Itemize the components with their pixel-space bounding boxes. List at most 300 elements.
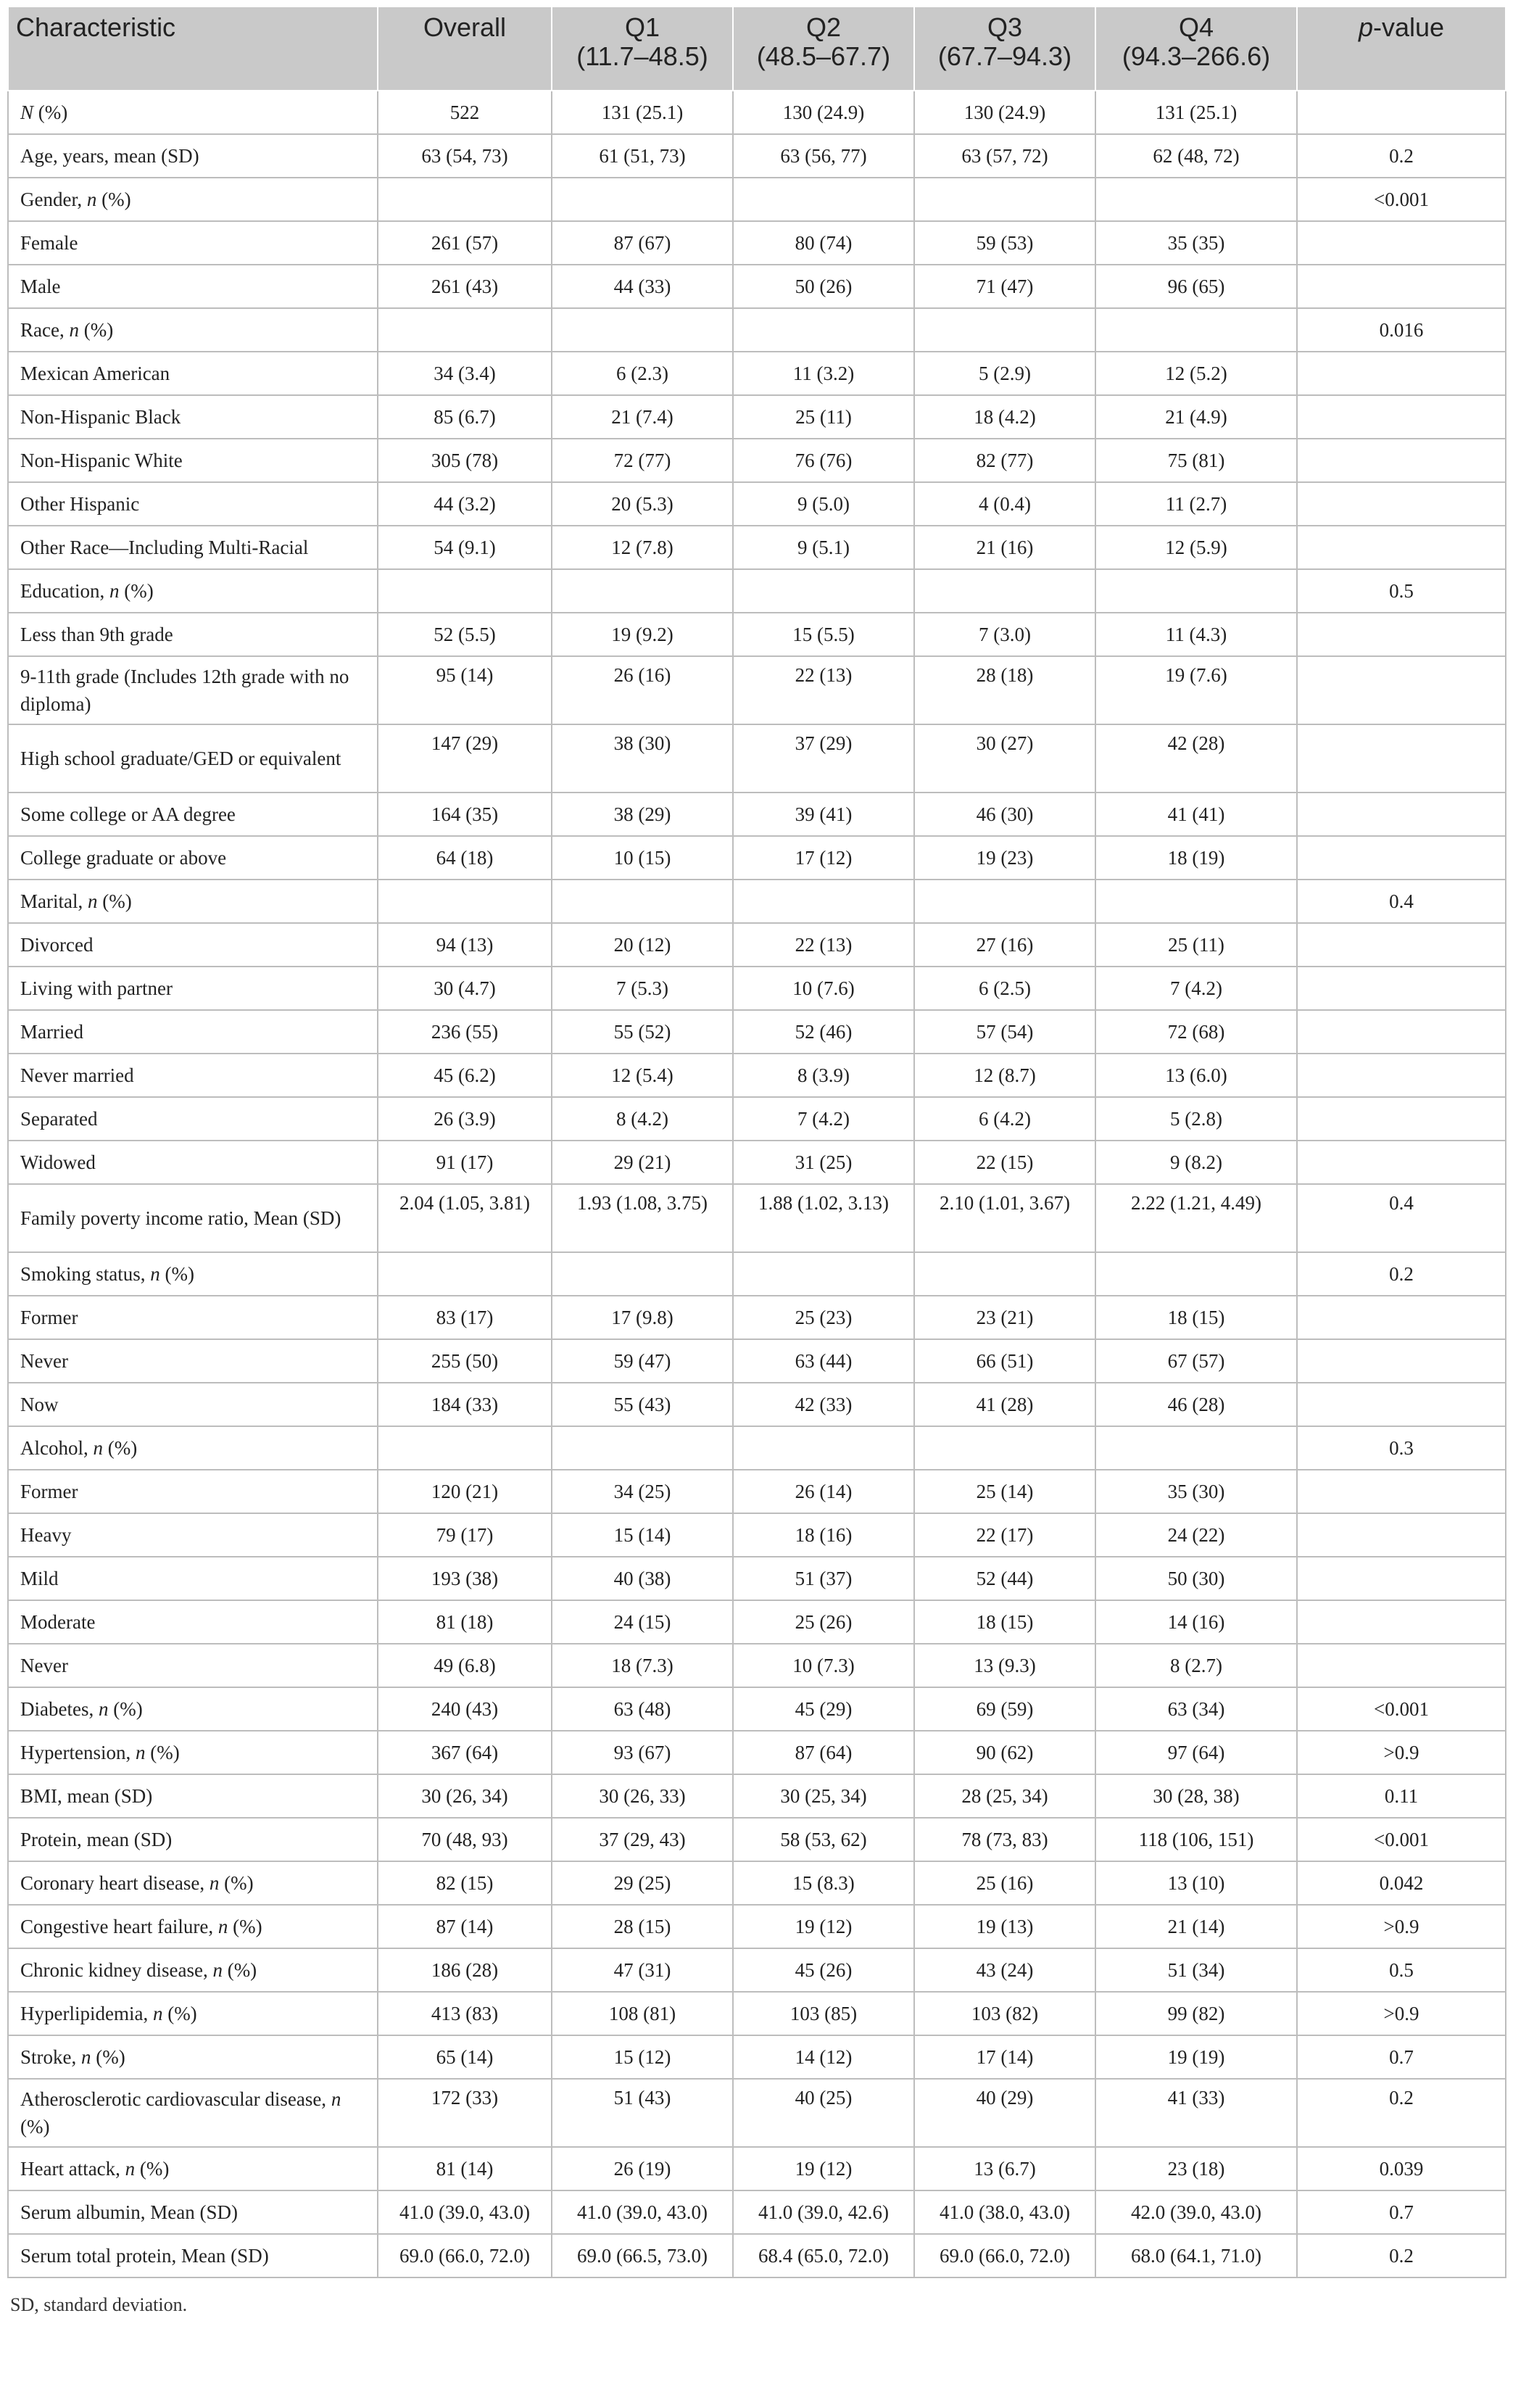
table-row xyxy=(8,2234,1506,2277)
cell-q1: 93 (67) xyxy=(552,1731,733,1774)
row-label xyxy=(8,656,378,724)
cell-q3: 4 (0.4) xyxy=(914,482,1095,526)
cell-q4: 35 (35) xyxy=(1095,221,1297,265)
cell-q3: 12 (8.7) xyxy=(914,1054,1095,1097)
table-row xyxy=(8,724,1506,793)
cell-overall: 367 (64) xyxy=(378,1731,552,1774)
cell-p-value xyxy=(1297,91,1506,134)
table-row xyxy=(8,1010,1506,1054)
cell-q4: 8 (2.7) xyxy=(1095,1644,1297,1687)
cell-overall: 41.0 (39.0, 43.0) xyxy=(378,2190,552,2234)
table-row xyxy=(8,91,1506,134)
cell-q1: 69.0 (66.5, 73.0) xyxy=(552,2234,733,2277)
cell-q2 xyxy=(733,308,914,352)
cell-q4: 18 (19) xyxy=(1095,836,1297,880)
header-q3 xyxy=(914,7,1095,91)
row-label xyxy=(8,1774,378,1818)
cell-q1: 87 (67) xyxy=(552,221,733,265)
cell-q4: 99 (82) xyxy=(1095,1992,1297,2035)
row-label-suffix: (%) xyxy=(96,189,131,210)
cell-q1 xyxy=(552,1252,733,1296)
cell-overall: 85 (6.7) xyxy=(378,395,552,439)
cell-q1: 26 (19) xyxy=(552,2147,733,2190)
cell-q1: 20 (5.3) xyxy=(552,482,733,526)
cell-p-value xyxy=(1297,1339,1506,1383)
cell-q2 xyxy=(733,1252,914,1296)
row-label-text: Widowed xyxy=(20,1151,96,1173)
cell-q1 xyxy=(552,1426,733,1470)
header-q4 xyxy=(1095,7,1297,91)
cell-overall: 70 (48, 93) xyxy=(378,1818,552,1861)
cell-overall: 81 (14) xyxy=(378,2147,552,2190)
row-label-suffix: (%) xyxy=(97,890,132,912)
cell-q2: 68.4 (65.0, 72.0) xyxy=(733,2234,914,2277)
header-q1 xyxy=(552,7,733,91)
cell-q2 xyxy=(733,880,914,923)
cell-q4: 23 (18) xyxy=(1095,2147,1297,2190)
header-p-value xyxy=(1297,7,1506,91)
row-label-text: Hyperlipidemia, xyxy=(20,2003,153,2024)
cell-q2: 14 (12) xyxy=(733,2035,914,2079)
cell-q4: 42.0 (39.0, 43.0) xyxy=(1095,2190,1297,2234)
cell-q4: 13 (6.0) xyxy=(1095,1054,1297,1097)
cell-q2 xyxy=(733,569,914,613)
row-label-text: Female xyxy=(20,232,78,254)
cell-q3 xyxy=(914,178,1095,221)
cell-q4 xyxy=(1095,1252,1297,1296)
cell-q1: 34 (25) xyxy=(552,1470,733,1513)
row-label-text: Education, xyxy=(20,580,109,602)
table-row xyxy=(8,352,1506,395)
row-label xyxy=(8,395,378,439)
cell-q2: 41.0 (39.0, 42.6) xyxy=(733,2190,914,2234)
header-q1-range: (11.7–48.5) xyxy=(576,41,708,71)
row-label-italic: n xyxy=(150,1263,160,1285)
cell-q4: 21 (14) xyxy=(1095,1905,1297,1948)
header-q2 xyxy=(733,7,914,91)
cell-q3: 22 (15) xyxy=(914,1141,1095,1184)
row-label-text: Age, years, mean (SD) xyxy=(20,145,199,167)
row-label-text: Smoking status, xyxy=(20,1263,151,1285)
row-label xyxy=(8,439,378,482)
table-row xyxy=(8,1861,1506,1905)
table-row xyxy=(8,613,1506,656)
cell-q4: 12 (5.9) xyxy=(1095,526,1297,569)
cell-q2: 7 (4.2) xyxy=(733,1097,914,1141)
cell-q2: 25 (26) xyxy=(733,1600,914,1644)
cell-q3 xyxy=(914,880,1095,923)
cell-p-value: 0.039 xyxy=(1297,2147,1506,2190)
cell-q1 xyxy=(552,569,733,613)
row-label xyxy=(8,967,378,1010)
cell-q4 xyxy=(1095,569,1297,613)
cell-q4: 42 (28) xyxy=(1095,724,1297,793)
row-label-text: Married xyxy=(20,1021,83,1043)
table-row xyxy=(8,1992,1506,2035)
cell-q3: 22 (17) xyxy=(914,1513,1095,1557)
cell-overall: 186 (28) xyxy=(378,1948,552,1992)
table-row xyxy=(8,923,1506,967)
cell-q2: 22 (13) xyxy=(733,923,914,967)
cell-overall xyxy=(378,1426,552,1470)
row-label-text: 9-11th grade (Includes 12th grade with no diploma) xyxy=(20,666,349,715)
row-label xyxy=(8,2147,378,2190)
cell-overall: 83 (17) xyxy=(378,1296,552,1339)
cell-q1: 72 (77) xyxy=(552,439,733,482)
table-row xyxy=(8,134,1506,178)
cell-q4: 25 (11) xyxy=(1095,923,1297,967)
cell-q1 xyxy=(552,178,733,221)
cell-q3: 41 (28) xyxy=(914,1383,1095,1426)
row-label xyxy=(8,836,378,880)
cell-p-value: >0.9 xyxy=(1297,1731,1506,1774)
cell-q4: 13 (10) xyxy=(1095,1861,1297,1905)
cell-p-value xyxy=(1297,482,1506,526)
row-label-text: Stroke, xyxy=(20,2046,81,2068)
cell-overall: 54 (9.1) xyxy=(378,526,552,569)
row-label xyxy=(8,1097,378,1141)
row-label-text: Male xyxy=(20,276,61,297)
header-p-italic: p xyxy=(1358,12,1373,42)
cell-q1: 30 (26, 33) xyxy=(552,1774,733,1818)
cell-q3: 40 (29) xyxy=(914,2079,1095,2147)
row-label-text: Protein, mean (SD) xyxy=(20,1829,173,1850)
cell-q1: 15 (12) xyxy=(552,2035,733,2079)
cell-q4: 46 (28) xyxy=(1095,1383,1297,1426)
cell-overall: 95 (14) xyxy=(378,656,552,724)
cell-q4: 67 (57) xyxy=(1095,1339,1297,1383)
cell-overall: 87 (14) xyxy=(378,1905,552,1948)
cell-overall: 164 (35) xyxy=(378,793,552,836)
cell-q2: 76 (76) xyxy=(733,439,914,482)
cell-overall: 69.0 (66.0, 72.0) xyxy=(378,2234,552,2277)
cell-q2: 58 (53, 62) xyxy=(733,1818,914,1861)
table-row xyxy=(8,2190,1506,2234)
cell-q2: 11 (3.2) xyxy=(733,352,914,395)
row-label-text: Other Hispanic xyxy=(20,493,140,515)
cell-p-value: 0.2 xyxy=(1297,2234,1506,2277)
table-row xyxy=(8,1557,1506,1600)
table-row xyxy=(8,836,1506,880)
cell-q4: 5 (2.8) xyxy=(1095,1097,1297,1141)
cell-q2: 1.88 (1.02, 3.13) xyxy=(733,1184,914,1252)
cell-p-value xyxy=(1297,439,1506,482)
cell-q3: 25 (14) xyxy=(914,1470,1095,1513)
cell-q2: 45 (29) xyxy=(733,1687,914,1731)
cell-p-value xyxy=(1297,1600,1506,1644)
cell-overall: 49 (6.8) xyxy=(378,1644,552,1687)
cell-q4: 14 (16) xyxy=(1095,1600,1297,1644)
cell-q4: 50 (30) xyxy=(1095,1557,1297,1600)
row-label-text: Some college or AA degree xyxy=(20,803,236,825)
cell-q1: 21 (7.4) xyxy=(552,395,733,439)
row-label-text: Race, xyxy=(20,319,70,341)
table-row xyxy=(8,1513,1506,1557)
row-label xyxy=(8,1054,378,1097)
cell-q4: 2.22 (1.21, 4.49) xyxy=(1095,1184,1297,1252)
cell-p-value xyxy=(1297,967,1506,1010)
row-label xyxy=(8,2234,378,2277)
cell-q3: 43 (24) xyxy=(914,1948,1095,1992)
cell-q1: 63 (48) xyxy=(552,1687,733,1731)
cell-q3: 71 (47) xyxy=(914,265,1095,308)
row-label xyxy=(8,482,378,526)
table-row xyxy=(8,482,1506,526)
row-label-italic: n xyxy=(87,890,98,912)
cell-q4 xyxy=(1095,880,1297,923)
cell-q2: 9 (5.0) xyxy=(733,482,914,526)
cell-q3: 41.0 (38.0, 43.0) xyxy=(914,2190,1095,2234)
cell-q3: 13 (6.7) xyxy=(914,2147,1095,2190)
table-body xyxy=(8,91,1506,2277)
cell-q3: 130 (24.9) xyxy=(914,91,1095,134)
cell-q1: 55 (43) xyxy=(552,1383,733,1426)
table-row xyxy=(8,1383,1506,1426)
row-label-suffix: (%) xyxy=(78,319,114,341)
cell-overall xyxy=(378,569,552,613)
cell-q3: 27 (16) xyxy=(914,923,1095,967)
table-row xyxy=(8,1774,1506,1818)
cell-q3: 103 (82) xyxy=(914,1992,1095,2035)
cell-overall: 81 (18) xyxy=(378,1600,552,1644)
table-row xyxy=(8,1905,1506,1948)
header-q2-range: (48.5–67.7) xyxy=(756,41,891,71)
cell-q4: 11 (4.3) xyxy=(1095,613,1297,656)
cell-q2: 103 (85) xyxy=(733,1992,914,2035)
cell-p-value: 0.2 xyxy=(1297,134,1506,178)
cell-q3: 90 (62) xyxy=(914,1731,1095,1774)
cell-q2: 40 (25) xyxy=(733,2079,914,2147)
table-row xyxy=(8,1097,1506,1141)
row-label xyxy=(8,1141,378,1184)
cell-q3: 19 (13) xyxy=(914,1905,1095,1948)
cell-q2: 37 (29) xyxy=(733,724,914,793)
row-label-text: Moderate xyxy=(20,1611,96,1633)
row-label-text: Separated xyxy=(20,1108,98,1130)
cell-overall: 147 (29) xyxy=(378,724,552,793)
cell-q4: 51 (34) xyxy=(1095,1948,1297,1992)
cell-overall xyxy=(378,1252,552,1296)
row-label-suffix: (%) xyxy=(222,1959,257,1981)
table-row xyxy=(8,2147,1506,2190)
cell-overall xyxy=(378,178,552,221)
row-label-text: Never married xyxy=(20,1064,134,1086)
table-row xyxy=(8,1296,1506,1339)
row-label-text: Now xyxy=(20,1394,59,1415)
cell-q2: 19 (12) xyxy=(733,1905,914,1948)
cell-p-value xyxy=(1297,1097,1506,1141)
cell-q4 xyxy=(1095,1426,1297,1470)
row-label-text: Hypertension, xyxy=(20,1742,136,1763)
cell-p-value xyxy=(1297,265,1506,308)
cell-q2: 50 (26) xyxy=(733,265,914,308)
cell-q2: 15 (5.5) xyxy=(733,613,914,656)
row-label-text: Mexican American xyxy=(20,363,170,384)
row-label-suffix: (%) xyxy=(33,102,68,123)
cell-q1: 6 (2.3) xyxy=(552,352,733,395)
cell-q2: 42 (33) xyxy=(733,1383,914,1426)
cell-overall: 413 (83) xyxy=(378,1992,552,2035)
cell-q3: 6 (4.2) xyxy=(914,1097,1095,1141)
row-label-italic: n xyxy=(93,1437,103,1459)
cell-q4: 131 (25.1) xyxy=(1095,91,1297,134)
cell-q1: 37 (29, 43) xyxy=(552,1818,733,1861)
table-row xyxy=(8,967,1506,1010)
cell-p-value: >0.9 xyxy=(1297,1905,1506,1948)
row-label xyxy=(8,2035,378,2079)
cell-q2: 8 (3.9) xyxy=(733,1054,914,1097)
cell-p-value xyxy=(1297,1513,1506,1557)
table-row xyxy=(8,265,1506,308)
cell-q4: 24 (22) xyxy=(1095,1513,1297,1557)
table-row xyxy=(8,1426,1506,1470)
row-label-italic: n xyxy=(331,2088,341,2110)
row-label xyxy=(8,1600,378,1644)
row-label-suffix: (%) xyxy=(228,1916,262,1937)
row-label xyxy=(8,880,378,923)
table-row xyxy=(8,221,1506,265)
cell-p-value: 0.7 xyxy=(1297,2190,1506,2234)
cell-q3: 19 (23) xyxy=(914,836,1095,880)
row-label xyxy=(8,1948,378,1992)
cell-q4: 7 (4.2) xyxy=(1095,967,1297,1010)
cell-p-value xyxy=(1297,1644,1506,1687)
row-label-suffix: (%) xyxy=(145,1742,180,1763)
row-label xyxy=(8,352,378,395)
table-row xyxy=(8,1731,1506,1774)
cell-q1: 12 (5.4) xyxy=(552,1054,733,1097)
row-label xyxy=(8,1992,378,2035)
cell-q2: 10 (7.6) xyxy=(733,967,914,1010)
row-label-text: College graduate or above xyxy=(20,847,227,869)
table-row xyxy=(8,1687,1506,1731)
row-label xyxy=(8,1383,378,1426)
cell-q1: 51 (43) xyxy=(552,2079,733,2147)
cell-q3 xyxy=(914,1252,1095,1296)
row-label xyxy=(8,1861,378,1905)
cell-q2: 30 (25, 34) xyxy=(733,1774,914,1818)
cell-q4: 68.0 (64.1, 71.0) xyxy=(1095,2234,1297,2277)
row-label-text: Congestive heart failure, xyxy=(20,1916,218,1937)
row-label-text: BMI, mean (SD) xyxy=(20,1785,153,1807)
row-label-text: Serum total protein, Mean (SD) xyxy=(20,2245,269,2267)
cell-overall: 30 (26, 34) xyxy=(378,1774,552,1818)
table-row xyxy=(8,1600,1506,1644)
cell-overall: 44 (3.2) xyxy=(378,482,552,526)
cell-q2: 39 (41) xyxy=(733,793,914,836)
cell-q1: 20 (12) xyxy=(552,923,733,967)
table-row xyxy=(8,178,1506,221)
row-label xyxy=(8,134,378,178)
cell-q2 xyxy=(733,178,914,221)
row-label-text: Mild xyxy=(20,1568,59,1589)
cell-q3 xyxy=(914,569,1095,613)
row-label xyxy=(8,91,378,134)
cell-q4: 19 (7.6) xyxy=(1095,656,1297,724)
cell-overall: 26 (3.9) xyxy=(378,1097,552,1141)
row-label-text: Never xyxy=(20,1655,68,1676)
cell-q4: 62 (48, 72) xyxy=(1095,134,1297,178)
cell-q1: 40 (38) xyxy=(552,1557,733,1600)
row-label-text: Living with partner xyxy=(20,977,173,999)
row-label-text: High school graduate/GED or equivalent xyxy=(20,748,341,769)
row-label xyxy=(8,793,378,836)
cell-p-value: 0.4 xyxy=(1297,1184,1506,1252)
row-label-text: Diabetes, xyxy=(20,1698,99,1720)
cell-q4: 97 (64) xyxy=(1095,1731,1297,1774)
cell-q2: 9 (5.1) xyxy=(733,526,914,569)
cell-q3: 30 (27) xyxy=(914,724,1095,793)
row-label xyxy=(8,265,378,308)
cell-overall: 63 (54, 73) xyxy=(378,134,552,178)
cell-overall: 236 (55) xyxy=(378,1010,552,1054)
row-label-italic: n xyxy=(209,1872,220,1894)
cell-q2: 26 (14) xyxy=(733,1470,914,1513)
cell-overall: 261 (43) xyxy=(378,265,552,308)
row-label xyxy=(8,1687,378,1731)
cell-overall: 45 (6.2) xyxy=(378,1054,552,1097)
cell-q4: 96 (65) xyxy=(1095,265,1297,308)
table-row xyxy=(8,439,1506,482)
row-label-suffix: (%) xyxy=(119,580,154,602)
cell-p-value xyxy=(1297,1383,1506,1426)
row-label-text: Marital, xyxy=(20,890,88,912)
cell-q4: 11 (2.7) xyxy=(1095,482,1297,526)
cell-q3: 59 (53) xyxy=(914,221,1095,265)
cell-q2: 15 (8.3) xyxy=(733,1861,914,1905)
cell-p-value: 0.7 xyxy=(1297,2035,1506,2079)
row-label-italic: n xyxy=(152,2003,163,2024)
row-label xyxy=(8,178,378,221)
cell-overall: 261 (57) xyxy=(378,221,552,265)
cell-q1 xyxy=(552,880,733,923)
row-label xyxy=(8,1426,378,1470)
cell-q3: 23 (21) xyxy=(914,1296,1095,1339)
row-label xyxy=(8,526,378,569)
cell-overall: 2.04 (1.05, 3.81) xyxy=(378,1184,552,1252)
cell-q1: 61 (51, 73) xyxy=(552,134,733,178)
cell-p-value: >0.9 xyxy=(1297,1992,1506,2035)
row-label xyxy=(8,1470,378,1513)
cell-q4: 19 (19) xyxy=(1095,2035,1297,2079)
cell-q2: 63 (44) xyxy=(733,1339,914,1383)
cell-q3: 57 (54) xyxy=(914,1010,1095,1054)
row-label xyxy=(8,1644,378,1687)
cell-q2: 51 (37) xyxy=(733,1557,914,1600)
row-label xyxy=(8,2190,378,2234)
cell-q1: 17 (9.8) xyxy=(552,1296,733,1339)
cell-q2: 22 (13) xyxy=(733,656,914,724)
table-row xyxy=(8,395,1506,439)
cell-p-value xyxy=(1297,1054,1506,1097)
cell-p-value: 0.2 xyxy=(1297,2079,1506,2147)
table-row xyxy=(8,526,1506,569)
cell-q2: 25 (23) xyxy=(733,1296,914,1339)
cell-q1: 41.0 (39.0, 43.0) xyxy=(552,2190,733,2234)
cell-overall xyxy=(378,308,552,352)
cell-q3: 66 (51) xyxy=(914,1339,1095,1383)
row-label-italic: n xyxy=(217,1916,228,1937)
cell-q4: 35 (30) xyxy=(1095,1470,1297,1513)
cell-p-value xyxy=(1297,1557,1506,1600)
cell-q1: 24 (15) xyxy=(552,1600,733,1644)
table-row xyxy=(8,1818,1506,1861)
row-label-italic: n xyxy=(69,319,79,341)
cell-p-value: 0.5 xyxy=(1297,569,1506,613)
row-label-text: Heart attack, xyxy=(20,2158,125,2180)
cell-q4: 21 (4.9) xyxy=(1095,395,1297,439)
row-label-italic: n xyxy=(109,580,120,602)
